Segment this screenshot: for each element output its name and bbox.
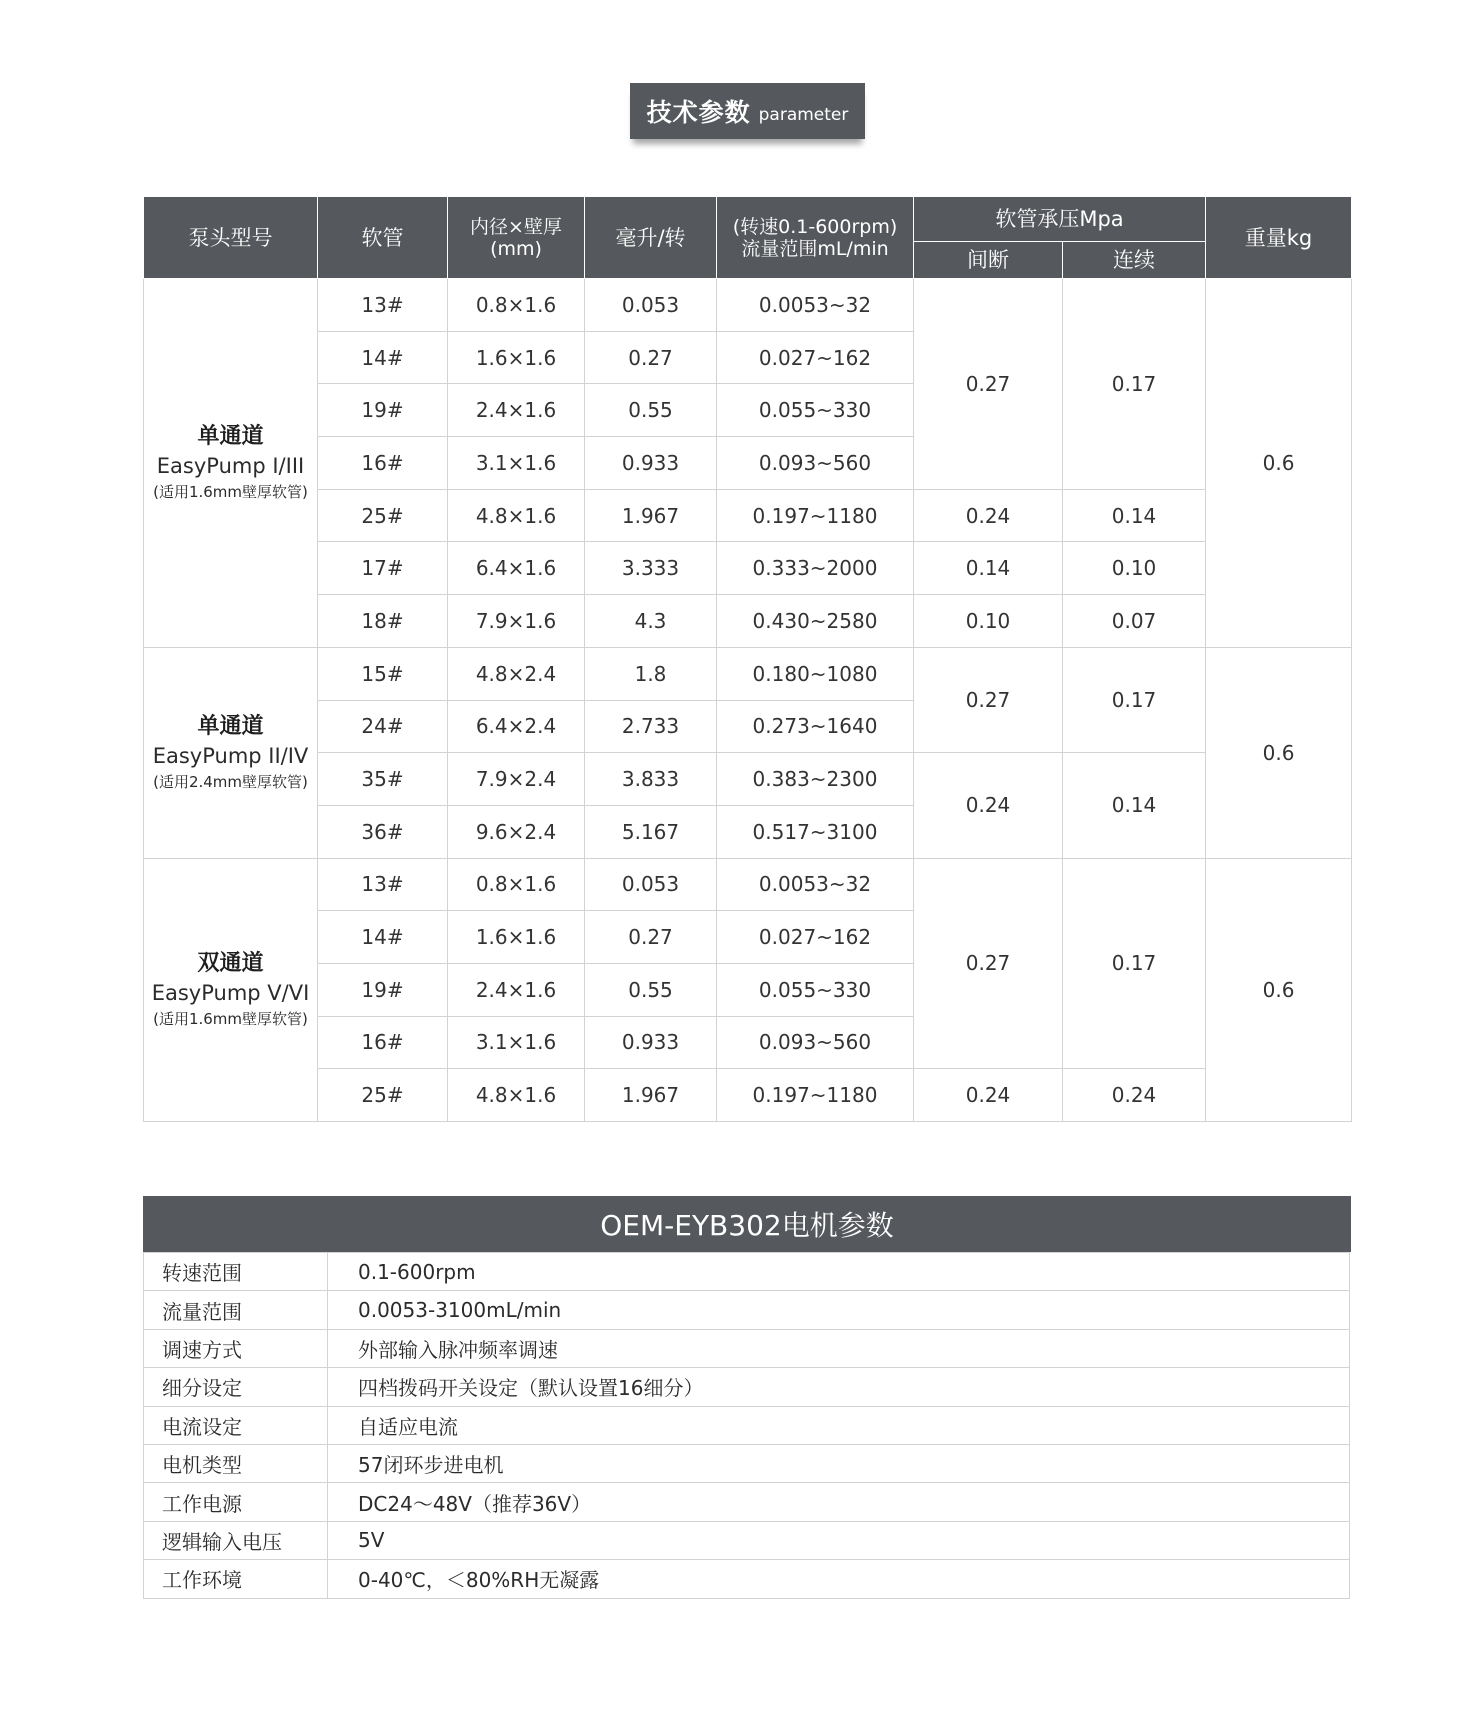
pressure-intermittent-cell: 0.27 xyxy=(914,279,1063,490)
header-flow-line2: 流量范围mL/min xyxy=(741,237,889,260)
dims-cell: 9.6×2.4 xyxy=(448,805,585,858)
motor-param-value: DC24～48V（推荐36V） xyxy=(328,1483,1350,1521)
ml-per-rev-cell: 4.3 xyxy=(585,595,717,648)
parameter-table xyxy=(143,196,1352,1122)
motor-param-name: 调速方式 xyxy=(144,1329,328,1367)
flow-range-cell: 0.093~560 xyxy=(717,437,914,490)
header-dims xyxy=(448,197,585,279)
motor-param-name: 流量范围 xyxy=(144,1291,328,1329)
tube-cell: 17# xyxy=(318,542,448,595)
motor-param-value: 自适应电流 xyxy=(328,1406,1350,1444)
dims-cell: 6.4×2.4 xyxy=(448,700,585,753)
motor-param-value: 0.1-600rpm xyxy=(328,1253,1350,1291)
ml-per-rev-cell: 0.933 xyxy=(585,437,717,490)
pressure-continuous-cell: 0.14 xyxy=(1063,489,1206,542)
pressure-intermittent-cell: 0.24 xyxy=(914,1069,1063,1122)
tube-cell: 15# xyxy=(318,647,448,700)
model-name: 单通道 xyxy=(197,713,264,739)
model-series: EasyPump I/III xyxy=(156,453,305,478)
pressure-continuous-cell: 0.24 xyxy=(1063,1069,1206,1122)
tube-cell: 19# xyxy=(318,963,448,1016)
table-row xyxy=(144,542,1352,595)
motor-row xyxy=(144,1329,1350,1367)
tube-cell: 35# xyxy=(318,753,448,806)
tube-cell: 16# xyxy=(318,1016,448,1069)
motor-param-value: 0-40℃，＜80%RH无凝露 xyxy=(328,1560,1350,1598)
header-flow-line1: (转速0.1-600rpm) xyxy=(732,215,898,238)
ml-per-rev-cell: 0.55 xyxy=(585,963,717,1016)
header-tube: 软管 xyxy=(318,197,448,279)
ml-per-rev-cell: 0.053 xyxy=(585,279,717,332)
dims-cell: 4.8×1.6 xyxy=(448,489,585,542)
motor-row xyxy=(144,1291,1350,1329)
model-name: 单通道 xyxy=(197,423,264,449)
tube-cell: 36# xyxy=(318,805,448,858)
motor-param-name: 电机类型 xyxy=(144,1444,328,1482)
dims-cell: 7.9×2.4 xyxy=(448,753,585,806)
motor-param-name: 逻辑输入电压 xyxy=(144,1521,328,1559)
header-dims-line2: (mm) xyxy=(490,237,542,260)
flow-range-cell: 0.197~1180 xyxy=(717,1069,914,1122)
pressure-continuous-cell: 0.17 xyxy=(1063,647,1206,752)
ml-per-rev-cell: 0.933 xyxy=(585,1016,717,1069)
table-row xyxy=(144,595,1352,648)
tube-cell: 13# xyxy=(318,858,448,911)
tube-cell: 24# xyxy=(318,700,448,753)
table-row xyxy=(144,753,1352,806)
dims-cell: 7.9×1.6 xyxy=(448,595,585,648)
ml-per-rev-cell: 3.333 xyxy=(585,542,717,595)
pressure-continuous-cell: 0.17 xyxy=(1063,279,1206,490)
motor-table xyxy=(143,1252,1350,1599)
flow-range-cell: 0.027~162 xyxy=(717,911,914,964)
pressure-intermittent-cell: 0.27 xyxy=(914,647,1063,752)
motor-param-name: 细分设定 xyxy=(144,1368,328,1406)
motor-row xyxy=(144,1521,1350,1559)
pressure-intermittent-cell: 0.24 xyxy=(914,753,1063,858)
motor-param-value: 外部输入脉冲频率调速 xyxy=(328,1329,1350,1367)
model-series: EasyPump V/VI xyxy=(151,980,310,1005)
section-title xyxy=(630,83,865,139)
motor-param-value: 57闭环步进电机 xyxy=(328,1444,1350,1482)
ml-per-rev-cell: 0.053 xyxy=(585,858,717,911)
table-row xyxy=(144,279,1352,332)
section-title-en: parameter xyxy=(758,105,849,125)
dims-cell: 1.6×1.6 xyxy=(448,331,585,384)
tube-cell: 25# xyxy=(318,489,448,542)
header-ml-per-rev: 毫升/转 xyxy=(585,197,717,279)
pressure-intermittent-cell: 0.27 xyxy=(914,858,1063,1069)
flow-range-cell: 0.333~2000 xyxy=(717,542,914,595)
pressure-intermittent-cell: 0.24 xyxy=(914,489,1063,542)
motor-row xyxy=(144,1444,1350,1482)
header-dims-line1: 内径×壁厚 xyxy=(470,215,562,238)
ml-per-rev-cell: 3.833 xyxy=(585,753,717,806)
model-cell xyxy=(144,279,318,648)
motor-param-value: 5V xyxy=(328,1521,1350,1559)
ml-per-rev-cell: 5.167 xyxy=(585,805,717,858)
motor-param-name: 工作环境 xyxy=(144,1560,328,1598)
motor-param-value: 0.0053-3100mL/min xyxy=(328,1291,1350,1329)
tube-cell: 14# xyxy=(318,911,448,964)
ml-per-rev-cell: 2.733 xyxy=(585,700,717,753)
model-cell xyxy=(144,858,318,1121)
weight-cell: 0.6 xyxy=(1206,647,1352,858)
header-model: 泵头型号 xyxy=(144,197,318,279)
dims-cell: 3.1×1.6 xyxy=(448,437,585,490)
pressure-continuous-cell: 0.14 xyxy=(1063,753,1206,858)
flow-range-cell: 0.517~3100 xyxy=(717,805,914,858)
motor-table-title: OEM-EYB302电机参数 xyxy=(143,1196,1351,1252)
flow-range-cell: 0.055~330 xyxy=(717,963,914,1016)
model-cell xyxy=(144,647,318,858)
table-row xyxy=(144,647,1352,700)
ml-per-rev-cell: 1.967 xyxy=(585,489,717,542)
flow-range-cell: 0.0053~32 xyxy=(717,858,914,911)
header-intermittent: 间断 xyxy=(914,242,1063,279)
motor-row xyxy=(144,1483,1350,1521)
tube-cell: 13# xyxy=(318,279,448,332)
motor-row xyxy=(144,1253,1350,1291)
section-title-zh: 技术参数 xyxy=(646,98,751,127)
flow-range-cell: 0.430~2580 xyxy=(717,595,914,648)
tube-cell: 25# xyxy=(318,1069,448,1122)
dims-cell: 2.4×1.6 xyxy=(448,963,585,1016)
parameter-table-body xyxy=(144,279,1352,1122)
ml-per-rev-cell: 1.8 xyxy=(585,647,717,700)
motor-row xyxy=(144,1406,1350,1444)
header-weight: 重量kg xyxy=(1206,197,1352,279)
header-continuous: 连续 xyxy=(1063,242,1206,279)
dims-cell: 2.4×1.6 xyxy=(448,384,585,437)
dims-cell: 0.8×1.6 xyxy=(448,279,585,332)
tube-cell: 19# xyxy=(318,384,448,437)
model-note: (适用1.6mm壁厚软管) xyxy=(153,1009,308,1028)
motor-param-value: 四档拨码开关设定（默认设置16细分） xyxy=(328,1368,1350,1406)
flow-range-cell: 0.273~1640 xyxy=(717,700,914,753)
flow-range-cell: 0.197~1180 xyxy=(717,489,914,542)
dims-cell: 0.8×1.6 xyxy=(448,858,585,911)
flow-range-cell: 0.055~330 xyxy=(717,384,914,437)
table-row xyxy=(144,858,1352,911)
ml-per-rev-cell: 0.27 xyxy=(585,331,717,384)
flow-range-cell: 0.180~1080 xyxy=(717,647,914,700)
ml-per-rev-cell: 0.27 xyxy=(585,911,717,964)
pressure-continuous-cell: 0.07 xyxy=(1063,595,1206,648)
motor-param-name: 转速范围 xyxy=(144,1253,328,1291)
motor-row xyxy=(144,1560,1350,1598)
table-row xyxy=(144,1069,1352,1122)
flow-range-cell: 0.093~560 xyxy=(717,1016,914,1069)
tube-cell: 14# xyxy=(318,331,448,384)
motor-row xyxy=(144,1368,1350,1406)
motor-param-name: 工作电源 xyxy=(144,1483,328,1521)
tube-cell: 16# xyxy=(318,437,448,490)
motor-param-name: 电流设定 xyxy=(144,1406,328,1444)
weight-cell: 0.6 xyxy=(1206,858,1352,1121)
flow-range-cell: 0.027~162 xyxy=(717,331,914,384)
ml-per-rev-cell: 1.967 xyxy=(585,1069,717,1122)
pressure-intermittent-cell: 0.14 xyxy=(914,542,1063,595)
ml-per-rev-cell: 0.55 xyxy=(585,384,717,437)
pressure-intermittent-cell: 0.10 xyxy=(914,595,1063,648)
flow-range-cell: 0.0053~32 xyxy=(717,279,914,332)
model-series: EasyPump II/IV xyxy=(152,743,309,768)
pressure-continuous-cell: 0.10 xyxy=(1063,542,1206,595)
dims-cell: 6.4×1.6 xyxy=(448,542,585,595)
dims-cell: 4.8×1.6 xyxy=(448,1069,585,1122)
model-note: (适用2.4mm壁厚软管) xyxy=(153,772,308,791)
tube-cell: 18# xyxy=(318,595,448,648)
pressure-continuous-cell: 0.17 xyxy=(1063,858,1206,1069)
model-name: 双通道 xyxy=(197,950,264,976)
table-row xyxy=(144,489,1352,542)
flow-range-cell: 0.383~2300 xyxy=(717,753,914,806)
model-note: (适用1.6mm壁厚软管) xyxy=(153,482,308,501)
motor-table-body xyxy=(144,1253,1350,1599)
dims-cell: 3.1×1.6 xyxy=(448,1016,585,1069)
header-pressure: 软管承压Mpa xyxy=(914,197,1206,242)
dims-cell: 1.6×1.6 xyxy=(448,911,585,964)
weight-cell: 0.6 xyxy=(1206,279,1352,648)
header-flow xyxy=(717,197,914,279)
dims-cell: 4.8×2.4 xyxy=(448,647,585,700)
